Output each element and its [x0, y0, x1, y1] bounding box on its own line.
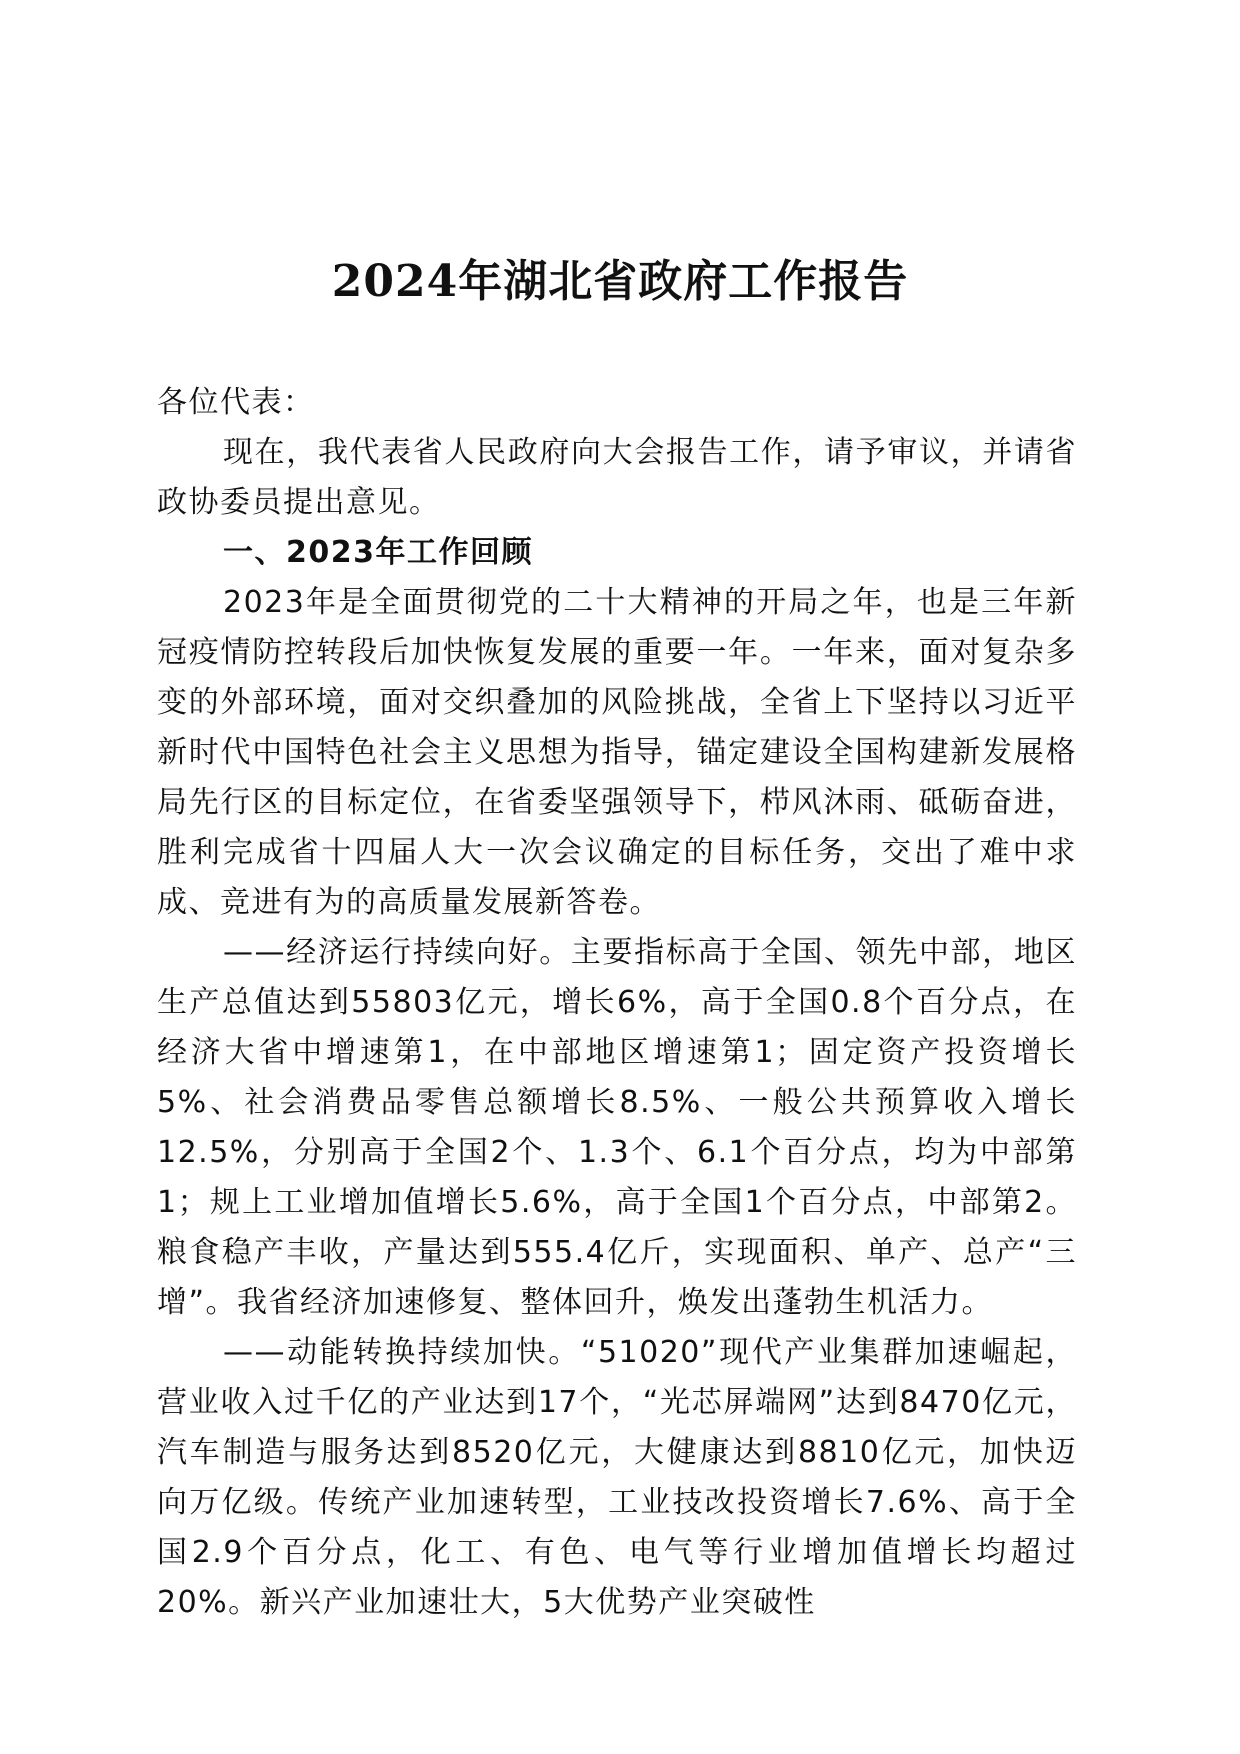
salutation: 各位代表：	[157, 385, 315, 420]
opening-paragraph: 现在，我代表省人民政府向大会报告工作，请予审议，并请省政协委员提出意见。	[157, 435, 1077, 520]
economy-paragraph: ——经济运行持续向好。主要指标高于全国、领先中部，地区生产总值达到55803亿元，增长6%，高于全国0.8个百分点，在经济大省中增速第1，在中部地区增速第1；固定资产投资增长5%、社会消费品零售总额增长8.5%、一般公共预算收入增长12.5%，分别高于全国2个、1.3个、6.1个百分点，均为中部第1；规上工业增加值增长5.6%，高于全国1个百分点，中部第2。粮食稳产丰收，产量达到555.4亿斤，实现面积、单产、总产“三增”。我省经济加速修复、整体回升，焕发出蓬勃生机活力。	[157, 935, 1077, 1320]
review-paragraph: 2023年是全面贯彻党的二十大精神的开局之年，也是三年新冠疫情防控转段后加快恢复发展的重要一年。一年来，面对复杂多变的外部环境，面对交织叠加的风险挑战，全省上下坚持以习近平新时代中国特色社会主义思想为指导，锚定建设全国构建新发展格局先行区的目标定位，在省委坚强领导下，栉风沐雨、砥砺奋进，胜利完成省十四届人大一次会议确定的目标任务，交出了难中求成、竞进有为的高质量发展新答卷。	[157, 585, 1077, 920]
momentum-paragraph: ——动能转换持续加快。“51020”现代产业集群加速崛起，营业收入过千亿的产业达到17个，“光芯屏端网”达到8470亿元，汽车制造与服务达到8520亿元，大健康达到8810亿元，加快迈向万亿级。传统产业加速转型，工业技改投资增长7.6%、高于全国2.9个百分点，化工、有色、电气等行业增加值增长均超过20%。新兴产业加速壮大，5大优势产业突破性	[157, 1335, 1077, 1620]
section-heading: 一、2023年工作回顾	[223, 535, 533, 570]
document-title: 2024年湖北省政府工作报告	[331, 256, 909, 307]
document-body	[157, 378, 1077, 1628]
